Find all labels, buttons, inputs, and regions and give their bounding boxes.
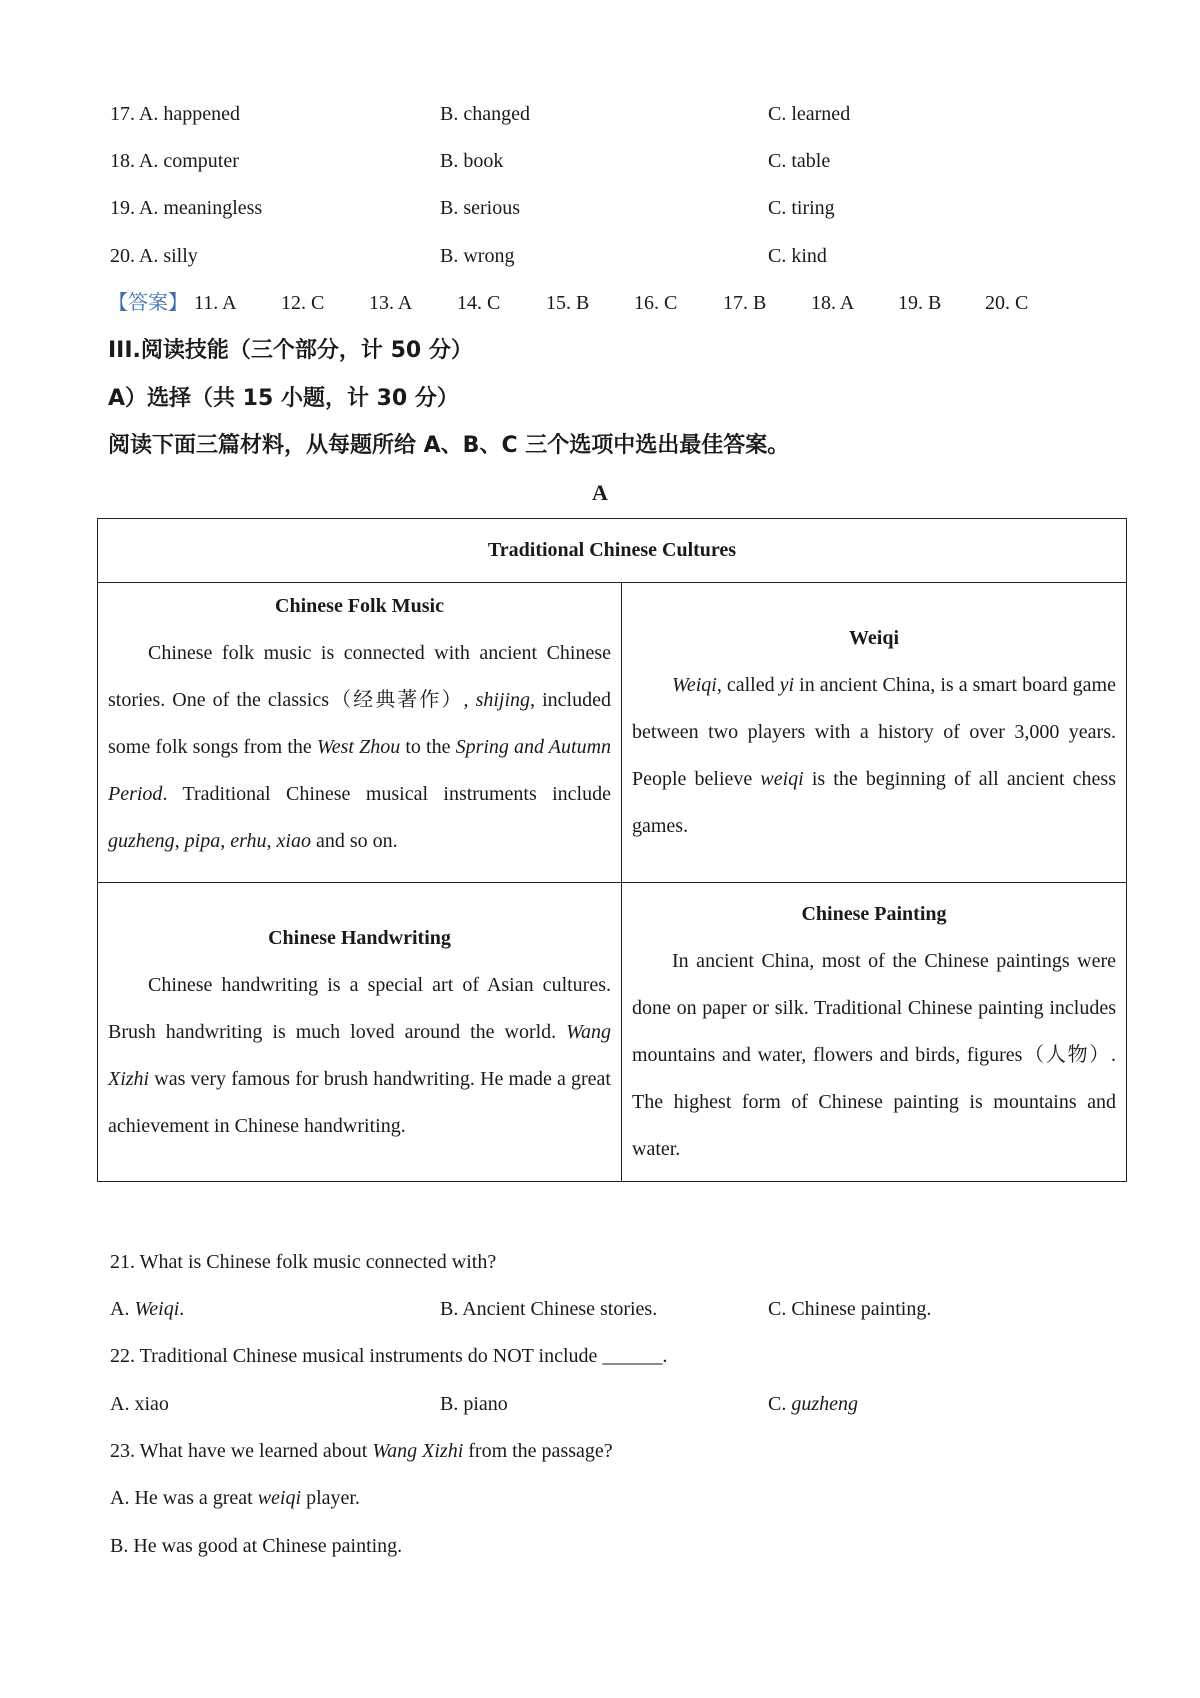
answer-item: 11. A: [194, 292, 237, 314]
cell-painting: [622, 883, 1126, 1181]
answer-item: 16. C: [634, 292, 678, 314]
q20-option-c: C. kind: [768, 245, 827, 267]
culture-table: [97, 518, 1127, 1182]
q17-option-b: B. changed: [440, 103, 530, 125]
q22-option-c: C. guzheng: [768, 1393, 859, 1415]
weiqi-heading: Weiqi: [848, 627, 899, 649]
q20-option-a: 20. A. silly: [110, 245, 198, 267]
answer-item: 17. B: [723, 292, 767, 314]
cell-weiqi: [622, 583, 1126, 883]
q21-option-c: C. Chinese painting.: [768, 1298, 932, 1320]
q18-option-c: C. table: [768, 150, 831, 172]
painting-heading: Chinese Painting: [801, 903, 947, 925]
answer-item: 15. B: [546, 292, 590, 314]
folk-music-text: Chinese folk music is connected with ancient Chinese stories. One of the classics（经典著作）, shijing, included some folk songs from the West Zhou to the Spring and Autumn Period. Traditional Chinese musical instruments include guzheng, pipa, erhu, xiao and so on.: [108, 642, 612, 852]
q23-option-a: A. He was a great weiqi player.: [110, 1487, 360, 1509]
q19-option-a: 19. A. meaningless: [110, 197, 263, 219]
q18-option-b: B. book: [440, 150, 504, 172]
answer-tag: 【答案】: [108, 292, 188, 314]
folk-music-heading: Chinese Folk Music: [275, 595, 444, 617]
answer-item: 19. B: [898, 292, 942, 314]
handwriting-heading: Chinese Handwriting: [268, 926, 451, 949]
section-subtitle: A）选择（共 15 小题，计 30 分）: [108, 386, 459, 411]
table-title: Traditional Chinese Cultures: [98, 519, 1126, 583]
cell-handwriting: [98, 883, 622, 1181]
q17-option-a: 17. A. happened: [110, 103, 240, 125]
q23-option-b: B. He was good at Chinese painting.: [110, 1535, 403, 1557]
q22-option-a: A. xiao: [110, 1393, 169, 1415]
section-title: III.阅读技能（三个部分，计 50 分）: [108, 338, 473, 363]
weiqi-text: Weiqi, called yi in ancient China, is a smart board game between two players with a history of over 3,000 years. People believe weiqi is the beginning of all ancient chess games.: [632, 674, 1116, 837]
answer-item: 13. A: [369, 292, 413, 314]
answer-item: 20. C: [985, 292, 1029, 314]
q21-option-b: B. Ancient Chinese stories.: [440, 1298, 658, 1320]
answer-item: 14. C: [457, 292, 501, 314]
answer-item: 18. A: [811, 292, 855, 314]
answer-item: 12. C: [281, 292, 325, 314]
q20-option-b: B. wrong: [440, 245, 515, 267]
q23-stem: 23. What have we learned about Wang Xizhi from the passage?: [110, 1440, 613, 1462]
handwriting-text: Chinese handwriting is a special art of Asian cultures. Brush handwriting is much loved around the world. Wang Xizhi was very famous for brush handwriting. He made a great achievement in Chinese handwriting.: [108, 973, 611, 1137]
section-instruction: 阅读下面三篇材料，从每题所给 A、B、C 三个选项中选出最佳答案。: [108, 433, 790, 458]
q18-option-a: 18. A. computer: [110, 150, 239, 172]
q22-option-b: B. piano: [440, 1393, 508, 1415]
painting-text: In ancient China, most of the Chinese paintings were done on paper or silk. Traditional Chinese painting includes mountains and water, flowers and birds, figures（人物）. The highest form of Chinese painting is mountains and water.: [632, 950, 1116, 1160]
q22-stem: 22. Traditional Chinese musical instruments do NOT include ______.: [110, 1345, 668, 1367]
q19-option-b: B. serious: [440, 197, 520, 219]
q21-stem: 21. What is Chinese folk music connected with?: [110, 1251, 497, 1273]
q17-option-c: C. learned: [768, 103, 851, 125]
q21-option-a: A. Weiqi.: [110, 1298, 185, 1320]
passage-letter: A: [592, 480, 608, 505]
cell-folk-music: [98, 583, 622, 883]
q19-option-c: C. tiring: [768, 197, 835, 219]
